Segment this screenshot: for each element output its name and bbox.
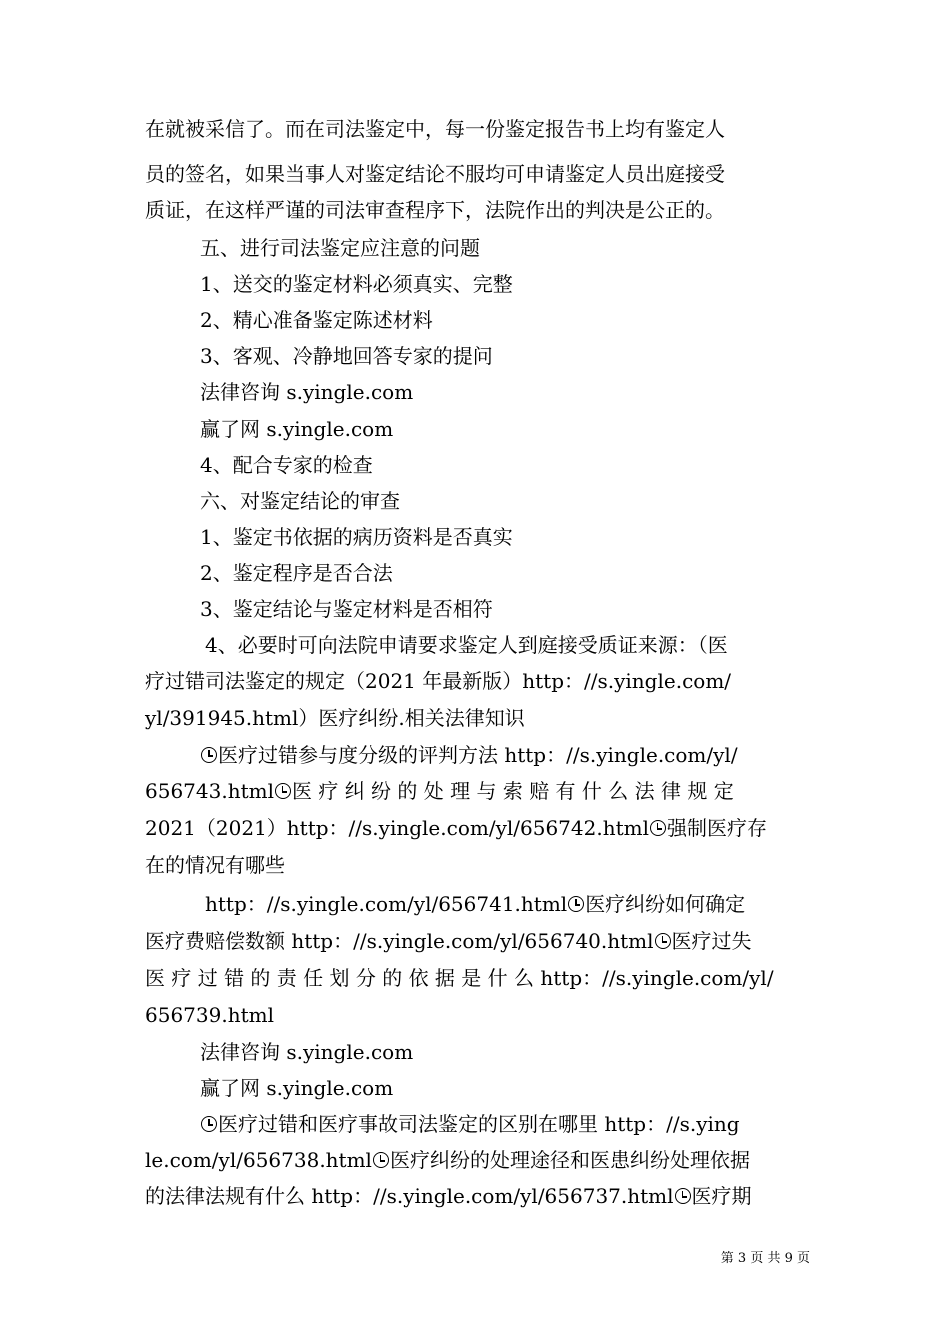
site-link[interactable]: 法律咨询 s.yingle.com — [200, 380, 414, 404]
related-link-line — [145, 810, 810, 846]
site-link[interactable]: 法律咨询 s.yingle.com — [200, 1040, 414, 1064]
related-link-line — [205, 886, 810, 922]
related-link[interactable]: 的法律法规有什么 http：//s.yingle.com/yl/656737.html — [145, 1184, 674, 1208]
related-link-line — [200, 1106, 810, 1142]
related-link[interactable]: 医 疗 纠 纷 的 处 理 与 索 赔 有 什 么 法 律 规 定 — [291, 779, 734, 803]
related-link[interactable]: 医 疗 过 错 的 责 任 划 分 的 依 据 是 什 么 http：//s.yingle.com/yl/ — [145, 966, 774, 990]
list-item: 3、鉴定结论与鉴定材料是否相符 — [200, 597, 493, 621]
text-line: 疗过错司法鉴定的规定（2021 年最新版）http：//s.yingle.com/ — [145, 669, 732, 693]
related-link[interactable]: http：//s.yingle.com/yl/656741.html — [205, 892, 568, 916]
clock-icon — [201, 747, 217, 763]
text-line: 质证，在这样严谨的司法审查程序下，法院作出的判决是公正的。 — [145, 198, 725, 222]
clock-icon — [655, 933, 671, 949]
related-link[interactable]: 医疗费赔偿数额 http：//s.yingle.com/yl/656740.html — [145, 929, 654, 953]
related-link[interactable]: 医疗过错和医疗事故司法鉴定的区别在哪里 http：//s.ying — [218, 1112, 740, 1136]
related-link[interactable]: 医疗期 — [691, 1184, 752, 1208]
list-item: 4、必要时可向法院申请要求鉴定人到庭接受质证来源：（医 — [205, 633, 728, 657]
section-heading: 六、对鉴定结论的审查 — [200, 489, 400, 513]
related-link-line — [145, 1142, 810, 1178]
clock-icon — [373, 1152, 389, 1168]
clock-icon — [568, 896, 584, 912]
site-link[interactable]: 赢了网 s.yingle.com — [200, 1076, 394, 1100]
related-link[interactable]: 医疗过错参与度分级的评判方法 http：//s.yingle.com/yl/ — [218, 743, 738, 767]
list-item: 4、配合专家的检查 — [200, 453, 373, 477]
list-item: 1、鉴定书依据的病历资料是否真实 — [200, 525, 513, 549]
related-link[interactable]: 656739.html — [145, 1003, 274, 1027]
text-line: 在的情况有哪些 — [145, 853, 285, 877]
list-item: 1、送交的鉴定材料必须真实、完整 — [200, 272, 513, 296]
related-link-line — [200, 737, 810, 773]
clock-icon — [650, 820, 666, 836]
related-link[interactable]: le.com/yl/656738.html — [145, 1148, 372, 1172]
site-link[interactable]: 赢了网 s.yingle.com — [200, 417, 394, 441]
related-link[interactable]: 强制医疗存 — [666, 816, 767, 840]
clock-icon — [675, 1188, 691, 1204]
related-link[interactable]: 医疗纠纷如何确定 — [585, 892, 746, 916]
clock-icon — [275, 783, 291, 799]
related-link-line — [145, 1178, 810, 1214]
text-line: 员的签名，如果当事人对鉴定结论不服均可申请鉴定人员出庭接受 — [145, 162, 725, 186]
text-line: 在就被采信了。而在司法鉴定中，每一份鉴定报告书上均有鉴定人 — [145, 117, 725, 141]
related-link-line — [145, 923, 810, 959]
section-heading: 五、进行司法鉴定应注意的问题 — [200, 236, 480, 260]
list-item: 2、精心准备鉴定陈述材料 — [200, 308, 433, 332]
page-number: 第 3 页 共 9 页 — [720, 1251, 810, 1266]
text-line: yl/391945.html）医疗纠纷.相关法律知识 — [145, 706, 525, 730]
related-link[interactable]: 2021（2021）http：//s.yingle.com/yl/656742.html — [145, 816, 649, 840]
list-item: 3、客观、冷静地回答专家的提问 — [200, 344, 493, 368]
related-link-line — [145, 773, 810, 809]
related-link[interactable]: 656743.html — [145, 779, 274, 803]
clock-icon — [201, 1116, 217, 1132]
related-link[interactable]: 医疗过失 — [671, 929, 752, 953]
list-item: 2、鉴定程序是否合法 — [200, 561, 393, 585]
related-link[interactable]: 医疗纠纷的处理途径和医患纠纷处理依据 — [389, 1148, 750, 1172]
